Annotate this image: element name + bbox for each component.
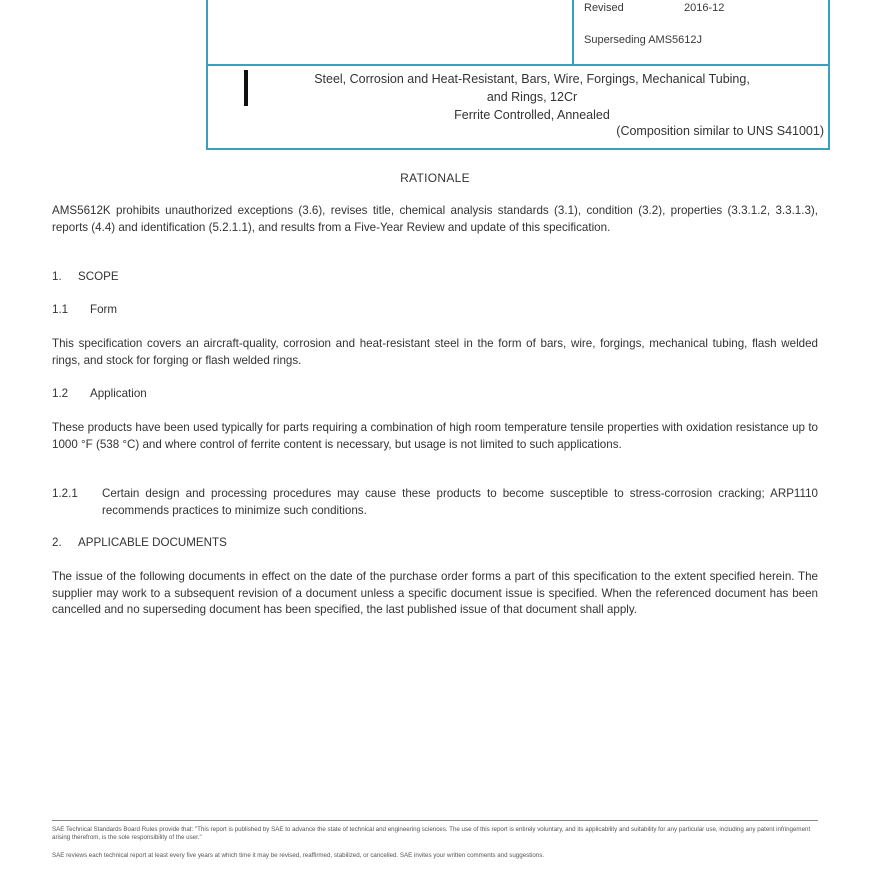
title-line-1: Steel, Corrosion and Heat-Resistant, Bars, Wire, Forgings, Mechanical Tubing,: [314, 72, 750, 86]
rationale-text: AMS5612K prohibits unauthorized exceptions (3.6), revises title, chemical analysis standards (3.1), condition (3.2), properties (3.3.1.2, 3.3.1.3), reports (4.4) and identification (5.2.1.1), and results from a Five-Year Review and update of this specification.: [52, 204, 818, 234]
section-1-2-1-text: Certain design and processing procedures may cause these products to become susceptible to stress-corrosion cracking; ARP1110 recommends practices to minimize such conditions.: [102, 487, 818, 517]
title-line-2: and Rings, 12Cr: [486, 90, 578, 104]
section-2-text: The issue of the following documents in effect on the date of the purchase order forms a part of this specification to the extent specified herein. The supplier may work to a subsequent revision of a document unless a specific document issue is specified. When the referenced document has been cancelled and no superseding document has been specified, the last published issue of that document shall apply.: [52, 570, 818, 616]
section-1-1-text: This specification covers an aircraft-quality, corrosion and heat-resistant steel in the form of bars, wire, forgings, mechanical tubing, flash welded rings, and stock for forging or flash welded rings.: [52, 337, 818, 367]
section-1-heading: [52, 270, 119, 283]
change-bar: [244, 70, 248, 106]
section-title: SCOPE: [78, 270, 119, 283]
section-1-1-heading: [52, 303, 117, 316]
header-row-divider: [208, 64, 828, 66]
section-1-2-1: [52, 486, 818, 519]
footer-review-note: SAE reviews each technical report at least every five years at which time it may be revised, reaffirmed, stabilized, or cancelled. SAE invites your written comments and suggestions.: [52, 852, 545, 859]
section-number: 2.: [52, 536, 62, 549]
section-title: Application: [90, 387, 147, 400]
section-number: 1.1: [52, 303, 69, 316]
rationale-heading: RATIONALE: [400, 171, 470, 185]
revised-date: 2016-12: [684, 2, 725, 14]
section-title: APPLICABLE DOCUMENTS: [78, 536, 227, 549]
revised-label: Revised: [584, 2, 624, 14]
section-number: 1.2.1: [52, 487, 78, 500]
section-number: 1.: [52, 270, 62, 283]
section-2-heading: [52, 536, 227, 549]
footer-disclaimer: SAE Technical Standards Board Rules provide that: "This report is published by SAE to advance the state of technical and engineering sciences. The use of this report is entirely voluntary, and its applicability and suitability for any particular use, including any patent infringement arising therefrom, is the sole responsibility of the user.": [52, 826, 811, 841]
footer-divider: [52, 820, 818, 821]
section-number: 1.2: [52, 387, 69, 400]
composition-note: (Composition similar to UNS S41001): [616, 124, 824, 138]
section-title: Form: [90, 303, 118, 316]
header-column-divider: [572, 0, 574, 64]
document-title: [252, 70, 812, 124]
superseding-note: Superseding AMS5612J: [584, 34, 703, 46]
title-line-3: Ferrite Controlled, Annealed: [454, 108, 610, 122]
section-1-2-text: These products have been used typically for parts requiring a combination of high room temperature tensile properties with oxidation resistance up to 1000 °F (538 °C) and where control of ferrite content is necessary, but usage is not limited to such applications.: [52, 421, 818, 451]
section-1-2-heading: [52, 387, 147, 400]
document-header-box: [206, 0, 830, 150]
